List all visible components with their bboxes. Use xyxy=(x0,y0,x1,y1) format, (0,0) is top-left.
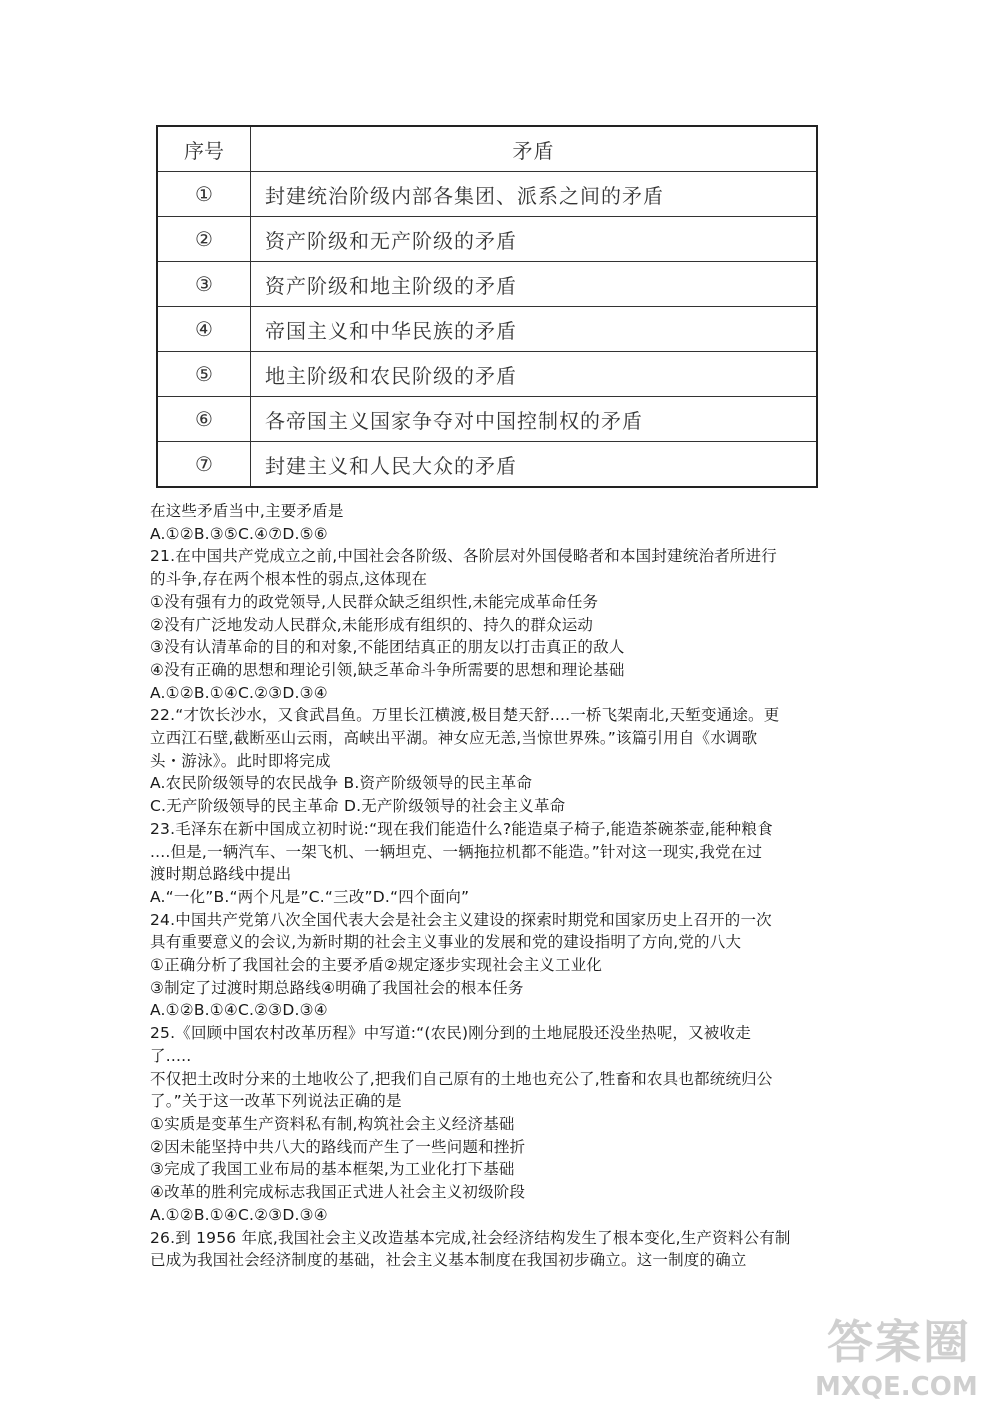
table-row xyxy=(157,442,817,488)
statement-item: ③完成了我国工业布局的基本框架,为工业化打下基础 xyxy=(150,1160,515,1179)
row-contradiction: 封建主义和人民大众的矛盾 xyxy=(251,442,818,488)
question-25-stem: 25.《回顾中国农村改革历程》中写道:“(农民)刚分到的土地屁股还没坐热呢，又被收走 xyxy=(150,1024,751,1043)
watermark-url: MXQE.COM xyxy=(815,1372,978,1402)
table-row xyxy=(157,397,817,442)
table-row xyxy=(157,262,817,307)
row-number: ④ xyxy=(157,307,251,352)
answer-options: A.①②B.①④C.②③D.③④ xyxy=(150,1205,328,1224)
table-row xyxy=(157,172,817,217)
row-number: ② xyxy=(157,217,251,262)
question-22-stem: 22.“才饮长沙水，又食武昌鱼。万里长江横渡,极目楚天舒....一桥飞架南北,天堑变通途。更 xyxy=(150,706,780,725)
row-contradiction: 帝国主义和中华民族的矛盾 xyxy=(251,307,818,352)
table-header-row xyxy=(157,126,817,172)
statement-item: ④没有正确的思想和理论引领,缺乏革命斗争所需要的思想和理论基础 xyxy=(150,660,625,679)
row-contradiction: 资产阶级和无产阶级的矛盾 xyxy=(251,217,818,262)
question-24-stem: 24.中国共产党第八次全国代表大会是社会主义建设的探索时期党和国家历史上召开的一次 xyxy=(150,910,772,929)
question-26-stem: 26.到 1956 年底,我国社会主义改造基本完成,社会经济结构发生了根本变化,生产资料公有制 xyxy=(150,1228,791,1247)
row-number: ① xyxy=(157,172,251,217)
statement-item: ②没有广泛地发动人民群众,未能形成有组织的、持久的群众运动 xyxy=(150,615,594,634)
row-number: ⑤ xyxy=(157,352,251,397)
column-header-number: 序号 xyxy=(157,126,251,172)
answer-options: A.①②B.①④C.②③D.③④ xyxy=(150,683,328,702)
statement-item: ④改革的胜利完成标志我国正式进人社会主义初级阶段 xyxy=(150,1183,526,1202)
answer-options: A.“一化”B.“两个凡是”C.“三改”D.“四个面向” xyxy=(150,887,470,906)
answer-options: A.①②B.③⑤C.④⑦D.⑤⑥ xyxy=(150,524,328,543)
question-22-stem: 立西江石壁,截断巫山云雨，高峡出平湖。神女应无恙,当惊世界殊。”该篇引用自《水调歌 xyxy=(150,729,758,748)
answer-options: A.①②B.①④C.②③D.③④ xyxy=(150,1001,328,1020)
question-text xyxy=(150,500,850,1272)
watermark-logo: 答案圈 xyxy=(827,1315,971,1369)
row-number: ⑥ xyxy=(157,397,251,442)
question-25-stem: 了。”关于这一改革下列说法正确的是 xyxy=(150,1092,402,1111)
statement-item: ③制定了过渡时期总路线④明确了我国社会的根本任务 xyxy=(150,978,524,997)
question-25-stem: 不仅把土改时分来的土地收公了,把我们自己原有的土地也充公了,牲畜和农具也都统统归公 xyxy=(150,1069,773,1088)
statement-item: ③没有认清革命的目的和对象,不能团结真正的朋友以打击真正的敌人 xyxy=(150,638,625,657)
question-23-stem: ....但是,一辆汽车、一架飞机、一辆坦克、一辆拖拉机都不能造。”针对这一现实,我党在过 xyxy=(150,842,763,861)
table-row xyxy=(157,307,817,352)
question-25-stem: 了..... xyxy=(150,1046,192,1065)
question-21-stem: 的斗争,存在两个根本性的弱点,这体现在 xyxy=(150,570,428,589)
question-21-stem: 21.在中国共产党成立之前,中国社会各阶级、各阶层对外国侵略者和本国封建统治者所进行 xyxy=(150,547,777,566)
contradictions-table xyxy=(156,125,818,488)
row-contradiction: 封建统治阶级内部各集团、派系之间的矛盾 xyxy=(251,172,818,217)
statement-item: ②因未能坚持中共八大的路线而产生了一些问题和挫折 xyxy=(150,1137,526,1156)
statement-item: ①实质是变革生产资料私有制,构筑社会主义经济基础 xyxy=(150,1114,515,1133)
row-contradiction: 地主阶级和农民阶级的矛盾 xyxy=(251,352,818,397)
question-stem: 在这些矛盾当中,主要矛盾是 xyxy=(150,502,344,520)
row-contradiction: 各帝国主义国家争夺对中国控制权的矛盾 xyxy=(251,397,818,442)
question-26-stem: 已成为我国社会经济制度的基础，社会主义基本制度在我国初步确立。这一制度的确立 xyxy=(150,1251,747,1270)
row-number: ③ xyxy=(157,262,251,307)
table-row xyxy=(157,217,817,262)
column-header-contradiction: 矛盾 xyxy=(251,126,818,172)
row-contradiction: 资产阶级和地主阶级的矛盾 xyxy=(251,262,818,307)
answer-options: A.农民阶级领导的农民战争 B.资产阶级领导的民主革命 xyxy=(150,774,533,793)
question-24-stem: 具有重要意义的会议,为新时期的社会主义事业的发展和党的建设指明了方向,党的八大 xyxy=(150,933,742,952)
answer-options: C.无产阶级领导的民主革命 D.无产阶级领导的社会主义革命 xyxy=(150,797,566,816)
statement-item: ①没有强有力的政党领导,人民群众缺乏组织性,未能完成革命任务 xyxy=(150,592,599,611)
question-23-stem: 渡时期总路线中提出 xyxy=(150,865,292,884)
row-number: ⑦ xyxy=(157,442,251,488)
question-23-stem: 23.毛泽东在新中国成立初时说:“现在我们能造什么?能造桌子椅子,能造茶碗茶壶,能种粮食 xyxy=(150,819,773,838)
table-row xyxy=(157,352,817,397)
question-22-stem: 头・游泳》。此时即将完成 xyxy=(150,751,331,770)
statement-item: ①正确分析了我国社会的主要矛盾②规定逐步实现社会主义工业化 xyxy=(150,956,603,975)
